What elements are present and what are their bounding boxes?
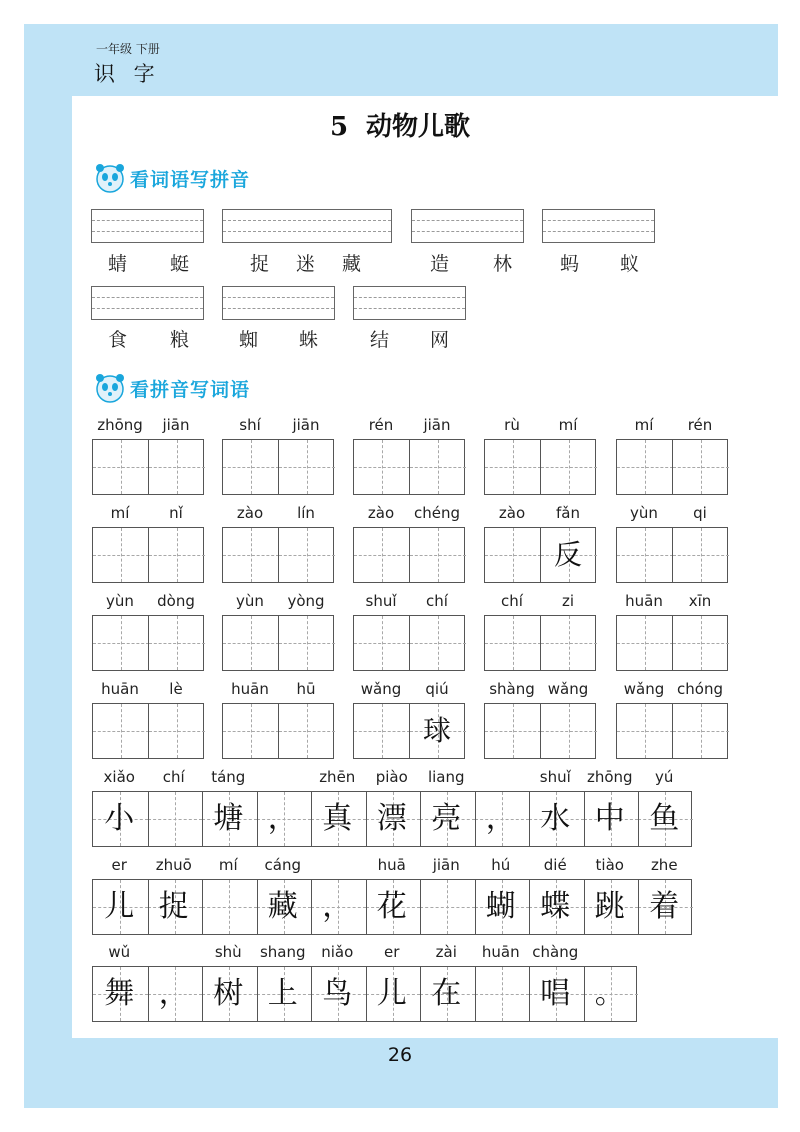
grid-divider [278,704,279,758]
panda-icon [92,370,128,406]
word-char: 捉 [250,253,270,275]
pinyin-label: mí [110,504,130,522]
unit-label: 识 字 [94,62,161,86]
pinyin-label: zhōng [97,416,143,434]
lesson-name: 动物儿歌 [366,112,471,142]
grid-cell[interactable] [354,440,410,494]
grid-cell[interactable] [420,880,475,934]
poem-char: 上 [267,976,298,1011]
pinyin-label: shuǐ [539,768,571,786]
poem-char: ， [158,976,189,1011]
grid-divider [148,704,149,758]
pinyin-label: mí [634,416,654,434]
pinyin-label: zhōng [586,768,633,786]
writing-grid-box[interactable] [222,439,334,495]
pinyin-label: yùn [106,592,134,610]
grid-cell[interactable] [223,528,279,582]
poem-char: 跳 [594,889,625,924]
pinyin-label: zào [367,504,395,522]
poem-char: 鸟 [322,976,353,1011]
grid-cell[interactable] [93,528,149,582]
grid-divider [540,616,541,670]
word-char: 粮 [170,329,190,351]
poem-char: 花 [376,889,407,924]
grid-cell[interactable] [673,528,729,582]
grid-cell[interactable] [485,440,541,494]
pinyin-label: yòng [287,592,325,610]
pinyin-label: huān [101,680,139,698]
poem-char: 蝴 [485,889,516,924]
pinyin-label: qiú [425,680,449,698]
writing-grid-box[interactable] [616,703,728,759]
section-write-words-header [92,370,250,406]
pinyin-label: huā [377,856,406,874]
poem-char: 在 [431,976,462,1011]
lesson-number: 5 [329,112,349,142]
grid-cell[interactable] [279,440,335,494]
pinyin-label: jiān [292,416,320,434]
word-char: 蜘 [239,329,259,351]
poem-char: 中 [594,801,625,836]
pinyin-label: zi [561,592,575,610]
poem-char: 儿 [104,889,135,924]
grid-cell[interactable] [410,616,466,670]
poem-char: 亮 [431,801,462,836]
grid-divider [540,440,541,494]
grid-cell[interactable] [279,704,335,758]
grid-cell[interactable] [223,616,279,670]
poem-char: 水 [540,801,571,836]
pinyin-label: huān [481,943,520,961]
poem-char: ， [267,801,298,836]
grid-cell[interactable] [485,704,541,758]
pinyin-label: chí [426,592,448,610]
poem-char: 舞 [104,976,135,1011]
pinyin-label: lín [297,504,315,522]
grid-divider [148,792,149,846]
word-char: 造 [430,253,450,275]
writing-grid-box[interactable] [484,439,596,495]
pinyin-box[interactable] [542,209,655,243]
grid-cell[interactable] [485,616,541,670]
pinyin-label: chéng [413,504,460,522]
pinyin-label: shí [239,416,261,434]
pinyin-label: lè [169,680,183,698]
word-char: 藏 [342,253,362,275]
writing-grid-box[interactable] [92,527,204,583]
poem-char: 蝶 [540,889,571,924]
pinyin-label: hū [296,680,316,698]
pinyin-label: zào [498,504,526,522]
grid-divider [409,528,410,582]
writing-grid-box[interactable] [353,439,465,495]
word-char: 食 [108,329,128,351]
pinyin-label: chóng [677,680,723,698]
pinyin-label: yú [655,768,674,786]
grid-cell[interactable] [354,616,410,670]
pinyin-label: wǎng [623,680,665,698]
pinyin-label: yùn [630,504,658,522]
grid-cell[interactable] [149,616,205,670]
poem-char: 漂 [376,801,407,836]
grid-cell[interactable] [279,528,335,582]
pinyin-label: zào [236,504,264,522]
grid-divider [672,440,673,494]
pinyin-label: hú [491,856,511,874]
pinyin-label: zài [435,943,457,961]
writing-grid-box[interactable] [92,615,204,671]
grid-cell[interactable] [617,528,673,582]
grid-cell[interactable] [673,616,729,670]
word-char: 蜻 [108,253,128,275]
writing-grid-box[interactable] [222,703,334,759]
pinyin-label: liang [427,768,465,786]
word-char: 蛛 [299,329,319,351]
pinyin-box[interactable] [411,209,524,243]
pinyin-box[interactable] [222,286,335,320]
pinyin-label: cáng [264,856,301,874]
pinyin-label: táng [211,768,246,786]
pinyin-box[interactable] [353,286,466,320]
pinyin-label: zhuō [155,856,192,874]
poem-char: 。 [594,976,625,1011]
word-char: 迷 [296,253,316,275]
grid-divider [148,616,149,670]
writing-grid-box[interactable] [353,615,465,671]
word-char: 林 [493,253,513,275]
pinyin-label: qi [693,504,707,522]
writing-grid-box[interactable] [222,527,334,583]
pinyin-label: chí [501,592,523,610]
pinyin-label: huān [231,680,269,698]
pinyin-label: wǔ [108,943,131,961]
writing-grid-box[interactable] [616,615,728,671]
grid-cell[interactable] [223,704,279,758]
grid-cell[interactable] [617,704,673,758]
pinyin-label: chàng [532,943,579,961]
pinyin-label: shuǐ [365,592,397,610]
lesson-title [0,106,800,143]
poem-char: 捉 [158,889,189,924]
pinyin-label: huān [625,592,663,610]
grid-divider [409,440,410,494]
writing-grid-box[interactable] [616,527,728,583]
poem-char: 藏 [267,889,298,924]
grid-divider [148,528,149,582]
poem-char: 儿 [376,976,407,1011]
writing-grid-box[interactable] [484,615,596,671]
pinyin-label: xiǎo [103,768,135,786]
grade-label: 一年级 下册 [96,42,160,56]
word-char: 蚁 [620,253,640,275]
grid-cell[interactable] [149,704,205,758]
grid-cell[interactable] [223,440,279,494]
pinyin-label: dié [543,856,567,874]
word-char: 蚂 [560,253,580,275]
left-band [24,24,72,1108]
grid-cell[interactable] [541,616,597,670]
grid-divider [420,880,421,934]
grid-cell[interactable] [149,440,205,494]
pinyin-label: mí [558,416,578,434]
grid-divider [202,880,203,934]
pinyin-label: jiān [432,856,460,874]
grid-cell[interactable] [673,704,729,758]
writing-grid-box[interactable] [92,439,204,495]
grid-cell[interactable] [93,440,149,494]
page-number: 26 [387,1044,413,1066]
pinyin-label: niǎo [321,943,354,961]
poem-char: 真 [322,801,353,836]
pinyin-label: fǎn [556,504,580,522]
grid-cell[interactable] [202,880,257,934]
grid-cell[interactable] [410,440,466,494]
poem-char: 着 [649,889,680,924]
prefilled-char: 反 [553,538,582,571]
grid-divider [540,704,541,758]
pinyin-label: er [111,856,127,874]
pinyin-box[interactable] [91,209,204,243]
poem-char: 树 [213,976,244,1011]
grid-cell[interactable] [354,704,410,758]
grid-cell[interactable] [475,967,530,1021]
grid-divider [148,440,149,494]
pinyin-label: wǎng [360,680,402,698]
pinyin-label: er [384,943,400,961]
grid-cell[interactable] [617,440,673,494]
grid-cell[interactable] [541,704,597,758]
grid-cell[interactable] [93,616,149,670]
pinyin-label: tiào [595,856,624,874]
pinyin-label: jiān [162,416,190,434]
word-char: 结 [370,329,390,351]
grid-divider [278,616,279,670]
pinyin-label: rén [368,416,394,434]
grid-cell[interactable] [617,616,673,670]
grid-divider [672,528,673,582]
pinyin-label: piào [375,768,408,786]
poem-char: 塘 [213,801,244,836]
grid-cell[interactable] [410,528,466,582]
pinyin-label: dòng [157,592,195,610]
pinyin-label: rù [504,416,520,434]
grid-cell[interactable] [93,704,149,758]
writing-grid-box[interactable] [222,615,334,671]
pinyin-label: zhe [650,856,678,874]
grid-divider [409,616,410,670]
writing-grid-box[interactable] [484,703,596,759]
writing-grid-box[interactable] [92,703,204,759]
pinyin-label: xīn [688,592,712,610]
pinyin-label: nǐ [169,504,183,522]
pinyin-label: rén [687,416,713,434]
pinyin-label: zhēn [319,768,356,786]
grid-divider [278,440,279,494]
panda-icon [92,160,128,196]
poem-char: ， [485,801,516,836]
writing-grid-box[interactable] [353,527,465,583]
grid-cell[interactable] [673,440,729,494]
section-title: 看词语写拼音 [130,168,251,191]
grid-divider [672,704,673,758]
grid-cell[interactable] [149,528,205,582]
pinyin-label: chí [162,768,185,786]
word-char: 蜓 [170,253,190,275]
writing-grid-box[interactable] [616,439,728,495]
poem-char: 唱 [540,976,571,1011]
grid-cell[interactable] [485,528,541,582]
pinyin-label: shàng [489,680,535,698]
pinyin-label: shù [214,943,242,961]
pinyin-label: shang [259,943,306,961]
section-read-words-header [92,160,250,196]
grid-divider [278,528,279,582]
grid-cell[interactable] [279,616,335,670]
section-title: 看拼音写词语 [130,378,251,401]
grid-divider [475,967,476,1021]
pinyin-label: mí [218,856,238,874]
grid-cell[interactable] [354,528,410,582]
pinyin-box[interactable] [91,286,204,320]
pinyin-label: jiān [423,416,451,434]
grid-cell[interactable] [148,792,203,846]
poem-char: ， [322,889,353,924]
pinyin-label: wǎng [547,680,589,698]
pinyin-label: yùn [236,592,264,610]
grid-divider [672,616,673,670]
pinyin-box[interactable] [222,209,392,243]
word-char: 网 [430,329,450,351]
prefilled-char: 球 [422,714,451,747]
poem-char: 小 [104,801,135,836]
poem-char: 鱼 [649,801,680,836]
grid-cell[interactable] [541,440,597,494]
